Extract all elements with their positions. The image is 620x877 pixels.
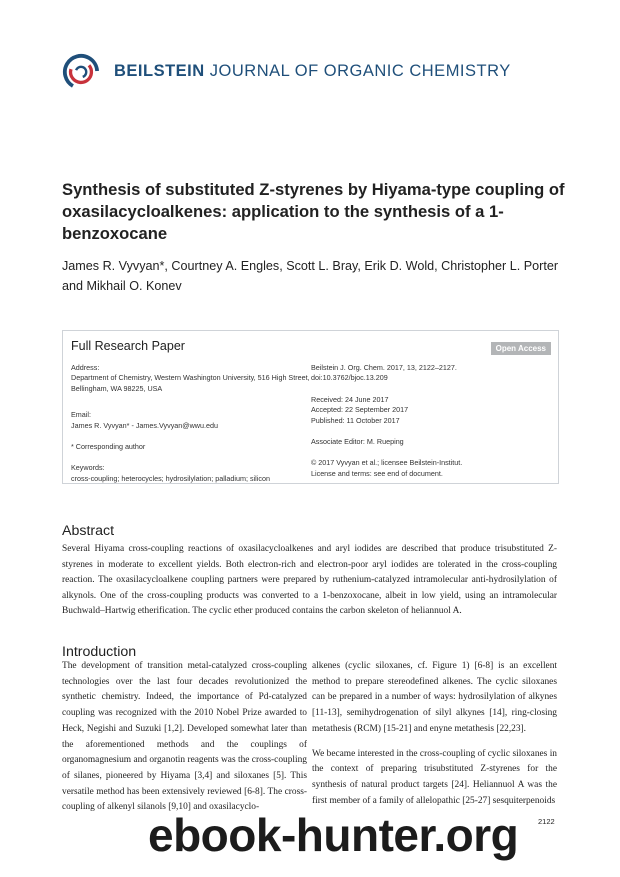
doi[interactable]: doi:10.3762/bjoc.13.209 — [311, 373, 388, 383]
abstract-text: Several Hiyama cross-coupling reactions of oxasilacycloalkenes and aryl iodides are described that produce trisubstituted Z-styrenes in moderate to excellent yields. Both electron-rich and electron-poor aryl iodides are tolerated in the cross-coupling reaction. The oxasilacycloalkene coupling partners were prepared by ruthenium-catalyzed intramolecular anti-hydrosilylation of alkynols. One of the cross-coupling products was converted to a 1-benzoxocane, albeit in low yield, using an intramolecular Buchwald–Hartwig etherification. The cyclic ether produced contains the carbon skeleton of heliannuol A. — [62, 544, 557, 616]
article-title: Synthesis of substituted Z-styrenes by Hiyama-type coupling of oxasilacycloalkenes: application to the synthesis of a 1-benzoxocane — [62, 180, 565, 243]
intro-paragraph: alkenes (cyclic siloxanes, cf. Figure 1) [6-8] is an excellent method to prepare stereodefined alkenes. The cyclic siloxanes can be prepared in a number of ways: hydrosilylation of alkynes [11-13], semihydrogenation of silyl alkynes [14], ring-closing metathesis (RCM) [15-21] and enyne metathesis [22,23]. — [312, 661, 557, 734]
intro-paragraph: We became interested in the cross-coupling of cyclic siloxanes in the context of preparing trisubstituted Z-styrenes for the synthesis of natural product targets [24]. Heliannuol A was the first member of a family of allelopathic [25-27] sesquiterpenoids — [312, 748, 557, 806]
email-label: Email: — [71, 410, 91, 420]
citation: Beilstein J. Org. Chem. 2017, 13, 2122–2127. — [311, 363, 457, 372]
received-date: Received: 24 June 2017 — [311, 394, 389, 404]
associate-editor: Associate Editor: M. Rueping — [311, 437, 404, 447]
keywords-label: Keywords: — [71, 463, 105, 473]
open-access-badge: Open Access — [491, 342, 551, 355]
journal-name-rest: JOURNAL OF ORGANIC CHEMISTRY — [209, 62, 511, 80]
keywords-text: cross-coupling; heterocycles; hydrosilylation; palladium; silicon — [71, 473, 270, 483]
corresponding-note: * Corresponding author — [71, 442, 146, 452]
intro-right-column — [312, 659, 557, 818]
article-info-box — [62, 330, 559, 484]
article-type: Full Research Paper — [71, 339, 185, 353]
info-right-column — [311, 363, 551, 490]
address-text: Department of Chemistry, Western Washington University, 516 High Street, Bellingham, WA 98225, USA — [71, 373, 310, 393]
page-number: 2122 — [538, 817, 555, 826]
accepted-date: Accepted: 22 September 2017 — [311, 405, 409, 415]
intro-left-column — [62, 659, 307, 825]
info-left-column — [71, 363, 311, 495]
journal-name — [114, 62, 511, 81]
journal-name-bold: BEILSTEIN — [114, 62, 205, 80]
intro-paragraph: The development of transition metal-catalyzed cross-coupling technologies over the last four decades revolutionized the synthetic chemistry. Indeed, the importance of Pd-catalyzed coupling was recognized with the 2010 Nobel Prize awarded to Heck, Negishi and Suzuki [1,2]. Developed somewhat later than the aforementioned methods and the couplings of organomagnesium and organotin reagents was the cross-coupling of silanes, pioneered by Hiyama [3,4] and siloxanes [5]. This versatile method has been extensively reviewed [6-8]. The cross-coupling of alkenyl silanols [9,10] and oxasilacyclo- — [62, 661, 307, 813]
license: License and terms: see end of document. — [311, 468, 443, 478]
address-label: Address: — [71, 363, 100, 372]
abstract-heading: Abstract — [62, 523, 115, 539]
copyright: © 2017 Vyvyan et al.; licensee Beilstein-Institut. — [311, 458, 463, 468]
journal-logo-icon — [62, 53, 100, 91]
watermark-text: ebook-hunter.org — [148, 809, 519, 861]
article-authors: James R. Vyvyan*, Courtney A. Engles, Scott L. Bray, Erik D. Wold, Christopher L. Porter and Mikhail O. Konev — [62, 259, 559, 293]
introduction-heading: Introduction — [62, 644, 137, 660]
email-text[interactable]: James R. Vyvyan* - James.Vyvyan@wwu.edu — [71, 420, 218, 430]
published-date: Published: 11 October 2017 — [311, 415, 400, 425]
